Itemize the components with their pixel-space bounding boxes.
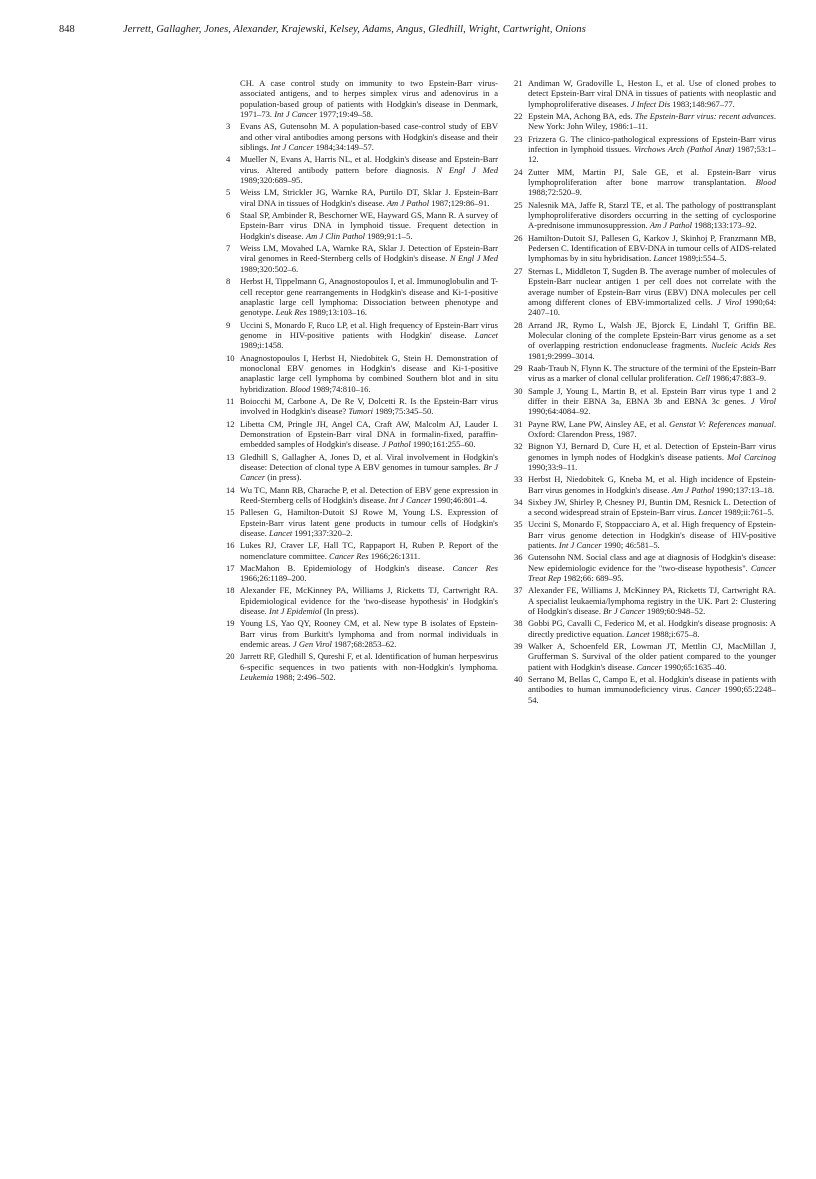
reference-volume-pages: 1989;74:810–16. <box>310 383 371 394</box>
reference-journal: Cancer Treat Rep <box>528 562 776 584</box>
reference-volume-pages: 1981;9:2999–3014. <box>528 350 595 361</box>
reference-number: 25 <box>514 199 523 210</box>
page-number: 848 <box>59 24 75 35</box>
reference-text: Evans AS, Gutensohn M. A population-based case-control study of EBV and other viral antibodies among persons with Hodgkin's disease and their siblings. <box>240 121 498 153</box>
reference-volume-pages: 1990;137:13–18. <box>714 484 775 495</box>
reference-entry <box>226 121 498 152</box>
reference-entry <box>514 200 776 231</box>
reference-volume-pages: 1991;337:320–2. <box>292 528 353 539</box>
reference-text: Anagnostopoulos I, Herbst H, Niedobitek G, Stein H. Demonstration of monoclonal EBV genomes in Hodgkin's disease and Ki-1-positive anaplastic large cell lymphoma by combined Southern blot and in situ hybridization. <box>240 352 498 394</box>
reference-number: 18 <box>226 585 235 596</box>
reference-volume-pages: 1966;26:1189–200. <box>240 573 307 584</box>
reference-volume-pages: (in press). <box>265 472 302 483</box>
reference-journal: Lancet <box>626 628 650 639</box>
reference-text: Uccini S, Monardo F, Ruco LP, et al. High frequency of Epstein-Barr virus genome in HIV-positive patients with Hodgkin' disease. <box>240 319 498 340</box>
reference-text: Lukes RJ, Craver LF, Hall TC, Rappaport H, Ruben P. Report of the nomenclature committee. <box>240 540 498 561</box>
reference-volume-pages: 1989;91:1–5. <box>365 230 413 241</box>
reference-volume-pages: 1989;75:345–50. <box>373 406 434 417</box>
reference-volume-pages: 1987;68:2853–62. <box>331 639 397 650</box>
reference-number: 40 <box>514 674 523 685</box>
reference-text: Libetta CM, Pringle JH, Angel CA, Craft AW, Malcolm AJ, Lauder I. Demonstration of Epstein-Barr viral DNA in formalin-fixed, paraffin-embedded samples of Hodgkin's disease. <box>240 418 498 450</box>
reference-text: Sternas L, Middleton T, Sugden B. The average number of molecules of Epstein-Barr nuclear antigen 1 per cell does not correlate with the average number of Epstein-Barr virus (EBV) DNA molecules per cell among different clones of EBV-immortalized cells. <box>528 265 776 307</box>
reference-volume-pages: 1989;320:689–95. <box>240 175 303 186</box>
reference-entry <box>514 497 776 518</box>
reference-text: Boiocchi M, Carbone A, De Re V, Dolcetti R. Is the Epstein-Barr virus involved in Hodgkin's disease? <box>240 395 498 417</box>
reference-journal: Int J Cancer <box>270 142 314 153</box>
reference-number: 8 <box>226 276 231 287</box>
reference-text: Staal SP, Ambinder R, Beschorner WE, Hayward GS, Mann R. A survey of Epstein-Barr virus DNA in lymphoid tissue. Frequent detection in Hodgkin's disease. <box>240 210 498 241</box>
reference-volume-pages: 1977;19:49–58. <box>316 109 373 120</box>
reference-volume-pages: 1988;72:520–9. <box>528 187 582 198</box>
reference-volume-pages: 1988;i:675–8. <box>649 628 700 639</box>
reference-volume-pages: 1983;148:967–77. <box>670 98 735 109</box>
reference-number: 39 <box>514 641 523 652</box>
reference-journal: Int J Cancer <box>558 540 602 551</box>
reference-number: 32 <box>514 441 523 452</box>
reference-number: 21 <box>514 78 523 88</box>
reference-volume-pages: 1989;13:103–16. <box>306 307 368 318</box>
reference-number: 35 <box>514 519 523 530</box>
reference-journal: Lancet <box>268 528 293 539</box>
reference-entry <box>226 585 498 616</box>
reference-text: Serrano M, Bellas C, Campo E, et al. Hodgkin's disease in patients with antibodies to human immunodeficiency virus. <box>528 674 776 695</box>
reference-entry <box>226 210 498 241</box>
reference-entry <box>514 167 776 198</box>
reference-entry <box>514 386 776 417</box>
reference-number: 6 <box>226 210 231 221</box>
reference-number: 7 <box>226 243 231 254</box>
reference-number: 31 <box>514 418 523 429</box>
reference-entry <box>514 363 776 384</box>
reference-journal: Am J Pathol <box>649 220 693 231</box>
reference-entry <box>514 320 776 362</box>
reference-text: Hamilton-Dutoit SJ, Pallesen G, Karkov J, Skinhoj P, Franzmann MB, Pedersen C. Identification of EBV-DNA in tumour cells of AIDS-related lymphomas by in situ hybridisation. <box>528 232 776 264</box>
reference-volume-pages: 1989;ii:761–5. <box>721 507 774 518</box>
reference-text: Gledhill S, Gallagher A, Jones D, et al. Viral involvement in Hodgkin's disease: Detection of clonal type A EBV genomes in tumour samples. <box>240 451 498 472</box>
reference-volume-pages: (In press). <box>321 606 359 617</box>
reference-number: 3 <box>226 121 231 132</box>
reference-entry <box>226 618 498 649</box>
reference-text: Wu TC, Mann RB, Charache P, et al. Detection of EBV gene expression in Reed-Sternberg cells of Hodgkin's disease. <box>240 484 498 505</box>
reference-entry <box>226 563 498 584</box>
reference-text: Uccini S, Monardo F, Stoppacciaro A, et al. High frequency of Epstein-Barr virus genome detection in Hodgkin's disease of HIV-positive patients. <box>528 519 776 551</box>
reference-journal: Cancer Res <box>452 562 499 573</box>
reference-journal: J Virol <box>750 395 776 406</box>
reference-journal: Int J Epidemiol <box>268 606 322 617</box>
reference-number: 30 <box>514 385 523 396</box>
reference-text: MacMahon B. Epidemiology of Hodgkin's disease. <box>240 562 453 573</box>
reference-volume-pages: . Oxford: Clarendon Press, 1987. <box>528 418 776 439</box>
reference-entry <box>226 485 498 506</box>
reference-number: 17 <box>226 562 235 573</box>
reference-number: 16 <box>226 540 235 551</box>
reference-entry <box>514 585 776 616</box>
reference-journal: Tumori <box>348 406 374 417</box>
reference-journal: Am J Clin Pathol <box>305 230 365 241</box>
reference-text: Jarrett RF, Gledhill S, Qureshi F, et al. Identification of human herpesvirus 6-specific sequences in two patients with non-Hodgkin's lymphoma. <box>240 651 498 672</box>
reference-volume-pages: 1989;i:1458. <box>240 340 284 351</box>
reference-journal: Leukemia <box>240 672 274 683</box>
reference-journal: Virchows Arch (Pathol Anat) <box>633 144 735 155</box>
reference-volume-pages: 1990;33:9–11. <box>528 461 578 472</box>
reference-entry <box>514 641 776 672</box>
reference-volume-pages: 1984;34:149–57. <box>313 142 374 153</box>
reference-entry <box>226 396 498 417</box>
reference-number: 20 <box>226 651 235 662</box>
reference-volume-pages: 1990;46:801–4. <box>431 495 488 505</box>
reference-text: Mueller N, Evans A, Harris NL, et al. Hodgkin's disease and Epstein-Barr virus. Altered antibody pattern before diagnosis. <box>240 154 498 175</box>
reference-journal: Cancer <box>695 684 721 695</box>
reference-number: 22 <box>514 111 523 122</box>
reference-text: Zutter MM, Martin PJ, Sale GE, et al. Epstein-Barr virus lymphoproliferation after bone marrow transplantation. <box>528 166 776 188</box>
reference-text: Nalesnik MA, Jaffe R, Starzl TE, et al. The pathology of posttransplant lymphoproliferative disorders occurring in the setting of cyclosporine A-prednisone immunosuppression. <box>528 199 776 231</box>
reference-number: 23 <box>514 133 523 144</box>
reference-number: 24 <box>514 166 523 177</box>
reference-journal: Blood <box>289 383 311 394</box>
reference-entry <box>226 651 498 682</box>
reference-entry <box>226 187 498 208</box>
reference-journal: Am J Pathol <box>671 484 714 495</box>
reference-entry <box>514 266 776 318</box>
reference-entry <box>514 552 776 583</box>
reference-journal: Cancer Res <box>329 550 369 561</box>
reference-entry <box>226 353 498 395</box>
reference-entry <box>514 674 776 705</box>
reference-text: Walker A, Schoenfeld ER, Lowman JT, Mettlin CJ, MacMillan J, Grufferman S. Survival of the older patient compared to the younger patient with Hodgkin's disease. <box>528 641 776 672</box>
reference-text: Raab-Traub N, Flynn K. The structure of the termini of the Epstein-Barr virus as a marker of clonal cellular proliferation. <box>528 362 776 384</box>
reference-text: Herbst H, Tippelmann G, Anagnostopoulos I, et al. Immunoglobulin and T-cell receptor gene rearrangements in Hodgkin's disease and Ki-1-positive anaplastic large cell lymphoma: Dissociation between phenotype and genotype. <box>240 276 498 318</box>
reference-volume-pages: 1989;i:554–5. <box>676 253 727 264</box>
reference-journal: The Epstein-Barr virus: recent advances <box>634 111 774 122</box>
reference-number: 10 <box>226 352 235 363</box>
reference-entry <box>514 441 776 472</box>
reference-journal: J Gen Virol <box>292 639 332 650</box>
reference-volume-pages: 1966;26:1311. <box>368 550 421 561</box>
reference-journal: Nucleic Acids Res <box>711 340 777 351</box>
reference-journal: J Virol <box>716 296 742 307</box>
reference-text: Payne RW, Lane PW, Ainsley AE, et al. <box>528 418 670 429</box>
reference-number: 36 <box>514 552 523 563</box>
reference-volume-pages: 1990;64:4084–92. <box>528 406 591 417</box>
reference-volume-pages: 1989;60:948–52. <box>644 606 706 617</box>
reference-number: 27 <box>514 265 523 276</box>
reference-text: Bignon YJ, Bernard D, Cure H, et al. Detection of Epstein-Barr virus genomes in lymph nodes of Hodgkin's disease patients. <box>528 441 776 462</box>
reference-volume-pages: 1990;65:2248–54. <box>528 684 776 705</box>
reference-journal: Int J Cancer <box>388 495 432 505</box>
reference-entry <box>226 507 498 538</box>
reference-entry <box>226 243 498 274</box>
reference-text: Herbst H, Niedobitek G, Kneba M, et al. High incidence of Epstein-Barr virus genomes in Hodgkin's disease. <box>528 474 776 495</box>
reference-entry <box>514 111 776 132</box>
reference-text: Sixbey JW, Shirley P, Chesney PJ, Buntin DM, Resnick L. Detection of a second widespread strain of Epstein-Barr virus. <box>528 496 776 518</box>
reference-number: 13 <box>226 451 235 462</box>
reference-text: Pallesen G, Hamilton-Dutoit SJ Rowe M, Young LS. Expression of Epstein-Barr virus latent gene products in tumour cells of Hodgkin's disease. <box>240 507 498 539</box>
reference-journal: Mol Carcinog <box>727 451 776 462</box>
reference-number: 5 <box>226 187 231 198</box>
reference-journal: J Pathol <box>382 439 411 450</box>
reference-volume-pages: 1990;161:255–60. <box>410 439 476 450</box>
reference-journal: Lancet <box>474 329 498 340</box>
reference-volume-pages: 1990;65:1635–40. <box>661 661 727 672</box>
reference-entry <box>514 618 776 639</box>
reference-volume-pages: 1987;129:86–91. <box>429 197 490 208</box>
reference-entry <box>226 540 498 561</box>
reference-journal: Lancet <box>698 507 722 518</box>
reference-entry <box>226 154 498 185</box>
reference-journal: Lancet <box>653 253 677 264</box>
reference-journal: Br J Cancer <box>603 606 645 617</box>
reference-entry <box>514 519 776 550</box>
reference-column-left <box>226 78 498 684</box>
reference-entry <box>514 419 776 440</box>
reference-number: 33 <box>514 474 523 485</box>
reference-journal: Am J Pathol <box>386 197 430 208</box>
reference-number: 12 <box>226 418 235 429</box>
reference-volume-pages: 1982;66: 689–95. <box>561 573 624 584</box>
reference-text: Andiman W, Gradoville L, Heston L, et al. Use of cloned probes to detect Epstein-Barr viral DNA in tissues of patients with neoplastic and lymphoproliferative diseases. <box>528 78 776 109</box>
reference-text: Weiss LM, Movahed LA, Warnke RA, Sklar J. Detection of Epstein-Barr viral genomes in Reed-Sternberg cells of Hodgkin's disease. <box>240 243 498 264</box>
reference-journal: Cancer <box>636 661 662 672</box>
reference-entry <box>514 134 776 165</box>
reference-entry <box>514 78 776 109</box>
reference-text: Gutensohn NM. Social class and age at diagnosis of Hodgkin's disease: New epidemiologic evidence for the "two-disease hypothesis". <box>528 552 776 573</box>
reference-journal: Genstat V: References manual <box>669 418 774 429</box>
reference-entry <box>226 320 498 351</box>
reference-number: 9 <box>226 319 231 330</box>
reference-journal: Blood <box>755 177 776 188</box>
reference-number: 28 <box>514 319 523 330</box>
reference-text: CH. A case control study on immunity to two Epstein-Barr virus-associated antigens, and to herpes simplex virus and adenovirus in a population-based group of patients with Hodgkin's disease in Denmark, 1971–73. <box>240 78 498 120</box>
reference-number: 14 <box>226 484 235 495</box>
reference-journal: N Engl J Med <box>449 253 499 264</box>
reference-entry <box>514 233 776 264</box>
reference-text: Weiss LM, Strickler JG, Warnke RA, Purtilo DT, Sklar J. Epstein-Barr viral DNA in tissues of Hodgkin's disease. <box>240 187 498 208</box>
reference-journal: Leuk Res <box>275 307 307 318</box>
reference-text: Young LS, Yao QY, Rooney CM, et al. New type B isolates of Epstein-Barr virus from Burkitt's lymphoma and from normal individuals in endemic areas. <box>240 618 498 650</box>
reference-journal: Int J Cancer <box>274 109 317 120</box>
reference-volume-pages: 1988;133:173–92. <box>692 220 757 231</box>
reference-number: 37 <box>514 585 523 596</box>
reference-number: 11 <box>226 395 235 406</box>
reference-volume-pages: 1989;320:502–6. <box>240 263 299 274</box>
reference-text: Gobbi PG, Cavalli C, Federico M, et al. Hodgkin's disease prognosis: A directly predictive equation. <box>528 618 776 639</box>
reference-volume-pages: 1986;47:883–9. <box>710 373 767 384</box>
reference-number: 26 <box>514 232 523 243</box>
reference-volume-pages: 1987;53:1–12. <box>528 144 776 165</box>
reference-volume-pages: 1990; 46:581–5. <box>601 540 660 551</box>
reference-volume-pages: 1990;64: 2407–10. <box>528 296 776 318</box>
reference-text: Sample J, Young L, Martin B, et al. Epstein Barr virus type 1 and 2 differ in their EBNA 3a, EBNA 3b and EBNA 3c genes. <box>528 385 776 406</box>
reference-journal: N Engl J Med <box>436 164 498 175</box>
reference-number: 19 <box>226 618 235 629</box>
reference-number: 4 <box>226 154 231 165</box>
reference-number: 38 <box>514 618 523 629</box>
reference-text: Arrand JR, Rymo L, Walsh JE, Bjorck E, Lindahl T, Griffin BE. Molecular cloning of the complete Epstein-Barr virus genome as a set of overlapping restriction endonuclease fragments. <box>528 319 776 351</box>
reference-journal: Br J Cancer <box>240 461 498 483</box>
reference-text: Frizzera G. The clinico-pathological expressions of Epstein-Barr virus infection in lymphoid tissues. <box>528 133 776 155</box>
reference-number: 29 <box>514 362 523 373</box>
reference-column-right <box>514 78 776 707</box>
reference-journal: J Infect Dis <box>630 98 671 109</box>
reference-entry <box>226 452 498 483</box>
reference-journal: Cell <box>695 373 711 384</box>
reference-text: Alexander FE, Williams J, McKinney PA, Ricketts TJ, Cartwright RA. A specialist leukaemia/lymphoma registry in the UK. Part 2: Clustering of Hodgkin's disease. <box>528 585 776 617</box>
reference-entry <box>226 78 498 120</box>
reference-volume-pages: 1988; 2:496–502. <box>273 672 336 683</box>
reference-number: 34 <box>514 496 523 507</box>
running-head: Jerrett, Gallagher, Jones, Alexander, Krajewski, Kelsey, Adams, Angus, Gledhill, Wright, Cartwright, Onions <box>123 24 586 35</box>
reference-number: 15 <box>226 507 235 518</box>
reference-entry <box>514 474 776 495</box>
reference-text: Epstein MA, Achong BA, eds. <box>528 111 635 122</box>
reference-entry <box>226 276 498 318</box>
reference-entry <box>226 419 498 450</box>
reference-text: Alexander FE, McKinney PA, Williams J, Ricketts TJ, Cartwright RA. Epidemiological evidence for the 'two-disease hypothesis' in Hodgkin's disease. <box>240 585 498 617</box>
reference-volume-pages: . New York: John Wiley, 1986:1–11. <box>528 111 776 132</box>
